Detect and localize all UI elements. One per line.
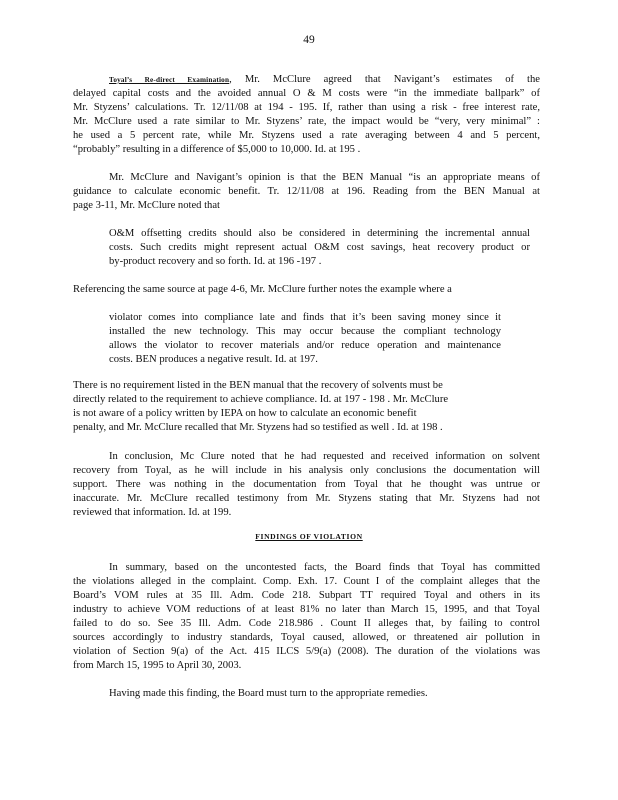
paragraph-line: There is no requirement listed in the BEN manual that the recovery of solvents must be — [73, 380, 443, 391]
paragraph-line: Having made this finding, the Board must turn to the appropriate remedies. — [109, 688, 428, 699]
quote-line: costs. Such credits might represent actual O&M cost savings, heat recovery product or — [109, 242, 530, 253]
paragraph-line: industry to achieve VOM reductions of at least 81% no later than March 15, 1995, and that Toyal — [73, 604, 540, 615]
paragraph-line: from March 15, 1995 to April 30, 2003. — [73, 660, 242, 671]
paragraph-line: he used a 5 percent rate, while Mr. Styzens used a rate averaging between 4 and 5 percent, — [73, 130, 540, 141]
paragraph-line: violation of Section 9(a) of the Act. 415 ILCS 5/9(a) (2008). The duration of the violations was — [73, 646, 540, 657]
page-number: 49 — [303, 34, 315, 46]
paragraph-line: Mr. Styzens’ calculations. Tr. 12/11/08 at 194 - 195. If, rather than using a risk - free interest rate, — [73, 102, 540, 113]
paragraph-line: failed to do so. See 35 Ill. Adm. Code 218.986 . Count II alleges that, by failing to control — [73, 618, 540, 629]
paragraph-line: penalty, and Mr. McClure recalled that Mr. Styzens had so testified as well . Id. at 198 . — [73, 422, 443, 433]
paragraph-line: Board’s VOM rules at 35 Ill. Adm. Code 218. Subpart TT required Toyal and others in its — [73, 590, 540, 601]
paragraph-line: is not aware of a policy written by IEPA on how to calculate an economic benefit — [73, 408, 417, 419]
paragraph-line: inaccurate. Mr. McClure recalled testimony from Mr. Styzens stating that Mr. Styzens had not — [73, 493, 540, 504]
run-in-heading: Toyal’s Re-direct Examination — [109, 76, 230, 84]
paragraph-line: guidance to calculate economic benefit. Tr. 12/11/08 at 196. Reading from the BEN Manual at — [73, 186, 540, 197]
paragraph-line: In summary, based on the uncontested facts, the Board finds that Toyal has committed — [109, 562, 540, 573]
quote-line: by-product recovery and so forth. Id. at 196 -197 . — [109, 256, 322, 267]
paragraph-line: Referencing the same source at page 4-6, Mr. McClure further notes the example where a — [73, 284, 452, 295]
paragraph-line: “probably” resulting in a difference of $5,000 to 10,000. Id. at 195 . — [73, 144, 361, 155]
paragraph-line: recovery from Toyal, as he will include in his analysis only conclusions the documentation will — [73, 465, 540, 476]
paragraph-line: Mr. McClure used a rate similar to Mr. Styzens’ rate, the impact would be “very, very minimal” : — [73, 116, 540, 127]
paragraph-line: support. There was nothing in the documentation from Toyal that he thought was untrue or — [73, 479, 540, 490]
quote-line: violator comes into compliance late and finds that it’s been saving money since it — [109, 312, 501, 323]
quote-line: costs. BEN produces a negative result. Id. at 197. — [109, 354, 318, 365]
paragraph-line: the violations alleged in the complaint. Comp. Exh. 17. Count I of the complaint alleges that the — [73, 576, 540, 587]
line-text: , Mr. McClure agreed that Navigant’s estimates of the — [229, 74, 540, 85]
paragraph-line: delayed capital costs and the avoided annual O & M costs were “in the immediate ballpark” of — [73, 88, 540, 99]
paragraph-line: In conclusion, Mc Clure noted that he had requested and received information on solvent — [109, 451, 540, 462]
paragraph-line: reviewed that information. Id. at 199. — [73, 507, 232, 518]
paragraph-line: page 3-11, Mr. McClure noted that — [73, 200, 221, 211]
quote-line: installed the new technology. This may occur because the compliant technology — [109, 326, 501, 337]
quote-line: O&M offsetting credits should also be considered in determining the incremental annual — [109, 228, 530, 239]
quote-line: allows the violator to recover materials and/or reduce operation and maintenance — [109, 340, 501, 351]
paragraph-line: Mr. McClure and Navigant’s opinion is that the BEN Manual “is an appropriate means of — [109, 172, 540, 183]
paragraph-line — [109, 73, 540, 86]
section-heading: FINDINGS OF VIOLATION — [255, 532, 363, 541]
paragraph-line: sources accordingly to industry standards, Toyal caused, allowed, or threatened air pollution in — [73, 632, 540, 643]
paragraph-line: directly related to the requirement to achieve compliance. Id. at 197 - 198 . Mr. McClure — [73, 394, 449, 405]
